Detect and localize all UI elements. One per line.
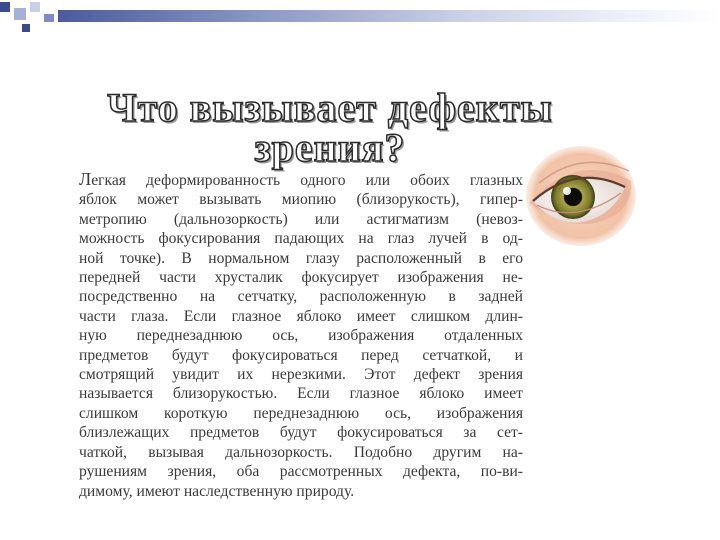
decor-square [30, 2, 40, 12]
decor-square [0, 2, 10, 12]
text-line: передней части хрусталик фокусирует изображения не- [79, 269, 523, 287]
article-text [79, 170, 523, 501]
text-line: метропию (дальнозоркость) или астигматизм (невоз- [79, 210, 523, 228]
top-decoration [0, 0, 720, 24]
text-line: смотрящий увидит их нерезкими. Этот дефект зрения [79, 366, 523, 384]
text-line: рушениям зрения, оба рассмотренных дефекта, по-ви- [79, 463, 523, 481]
text-line: ной точке). В нормальном глазу расположенный в его [79, 249, 523, 267]
slide-title [60, 85, 600, 170]
decor-square [22, 24, 30, 32]
slide-title-line: Что вызывает дефекты [107, 85, 553, 130]
text-line: части глаза. Если глазное яблоко имеет слишком длин- [79, 307, 523, 325]
header-gradient-bar [58, 10, 720, 22]
text-line: слишком короткую переднезаднюю ось, изображения [79, 404, 523, 422]
text-line: чаткой, вызывая дальнозоркость. Подобно другим на- [79, 443, 523, 461]
text-line: предметов будут фокусироваться перед сетчаткой, и [79, 346, 523, 364]
slide-title-line: зрения? [254, 125, 406, 170]
decor-square [14, 8, 26, 20]
text-line: называется близорукостью. Если глазное яблоко имеет [79, 385, 523, 403]
text-line: близлежащих предметов будут фокусироваться за сет- [79, 424, 523, 442]
text-line: димому, имеют наследственную природу. [79, 482, 355, 500]
eye-illustration-icon [521, 141, 636, 251]
text-line: можность фокусирования падающих на глаз лучей в од- [79, 230, 523, 248]
text-line: Легкая деформированность одного или обоих глазных [79, 169, 523, 189]
text-line: посредственно на сетчатку, расположенную в задней [79, 288, 523, 306]
text-line: яблок может вызывать миопию (близорукость), гипер- [79, 191, 523, 209]
decor-square [44, 14, 54, 22]
text-line: ную переднезаднюю ось, изображения отдаленных [79, 327, 523, 345]
